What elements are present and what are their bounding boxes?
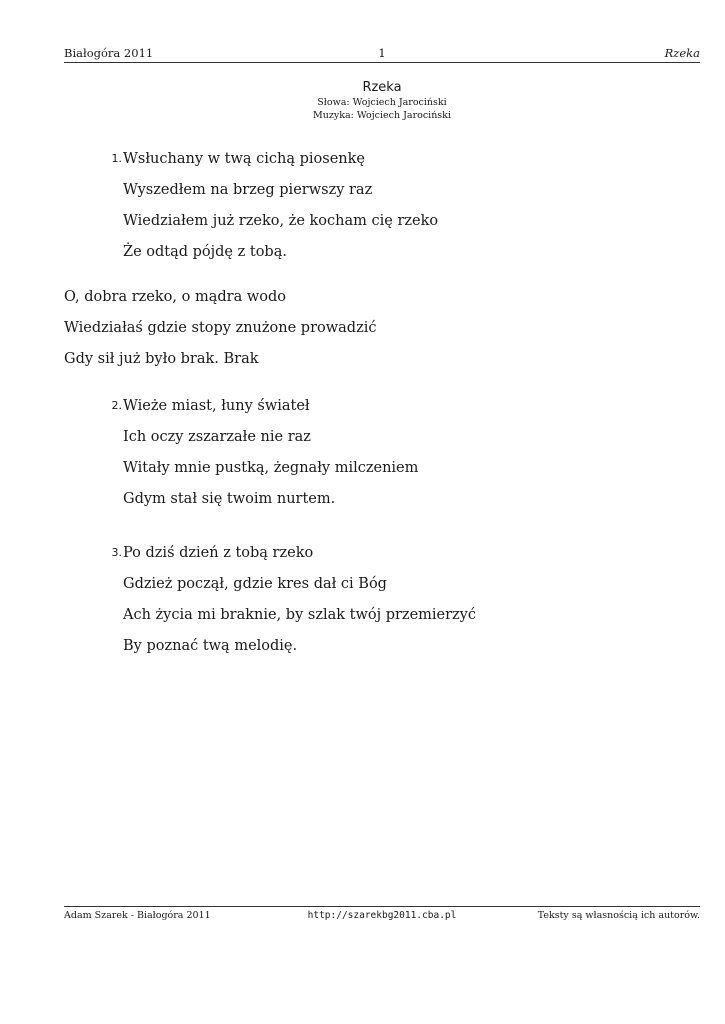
verse-line: Gdzież począł, gdzie kres dał ci Bóg bbox=[123, 576, 387, 592]
page-footer bbox=[64, 910, 700, 924]
verse-line: Wieże miast, łuny świateł bbox=[123, 398, 310, 414]
song-title: Rzeka bbox=[362, 80, 402, 95]
verse-line: Wiedziałem już rzeko, że kocham cię rzeko bbox=[123, 213, 439, 229]
verse-line: Po dziś dzień z tobą rzeko bbox=[123, 545, 314, 561]
footer-rule bbox=[64, 906, 700, 907]
chorus bbox=[64, 288, 376, 381]
chorus-line: O, dobra rzeko, o mądra wodo bbox=[64, 289, 286, 305]
music-credit: Muzyka: Wojciech Jarociński bbox=[313, 110, 451, 121]
verse-line: Wsłuchany w twą cichą piosenkę bbox=[123, 151, 365, 167]
header-right-text: Rzeka bbox=[664, 46, 700, 60]
verse-line: Ach życia mi braknie, by szlak twój przemierzyć bbox=[123, 607, 476, 623]
verse-number: 1. bbox=[111, 152, 122, 165]
verse-number: 2. bbox=[111, 399, 122, 412]
verse-line: Ich oczy zszarzałe nie raz bbox=[123, 429, 311, 445]
verse-2 bbox=[100, 397, 419, 521]
chorus-line: Wiedziałaś gdzie stopy znużone prowadzić bbox=[64, 320, 377, 336]
header-rule bbox=[64, 62, 700, 63]
chorus-line: Gdy sił już było brak. Brak bbox=[64, 351, 259, 367]
verse-line: Wyszedłem na brzeg pierwszy raz bbox=[123, 182, 373, 198]
verse-line: Witały mnie pustką, żegnały milczeniem bbox=[123, 460, 419, 476]
footer-url-link[interactable]: http://szarekbg2011.cba.pl bbox=[307, 910, 457, 921]
verse-line: By poznać twą melodię. bbox=[123, 638, 298, 654]
page-header bbox=[64, 46, 700, 62]
title-block bbox=[64, 80, 700, 122]
footer-copyright: Teksty są własnością ich autorów. bbox=[537, 910, 700, 921]
verse-1 bbox=[100, 150, 439, 274]
verse-line: Gdym stał się twoim nurtem. bbox=[123, 491, 336, 507]
verse-3 bbox=[100, 544, 476, 668]
lyrics-credit: Słowa: Wojciech Jarociński bbox=[317, 97, 447, 108]
footer-author: Adam Szarek - Białogóra 2011 bbox=[64, 910, 211, 921]
page-number: 1 bbox=[378, 46, 386, 60]
verse-line: Że odtąd pójdę z tobą. bbox=[123, 244, 287, 260]
verse-number: 3. bbox=[111, 546, 122, 559]
header-left-text: Białogóra 2011 bbox=[64, 46, 154, 60]
